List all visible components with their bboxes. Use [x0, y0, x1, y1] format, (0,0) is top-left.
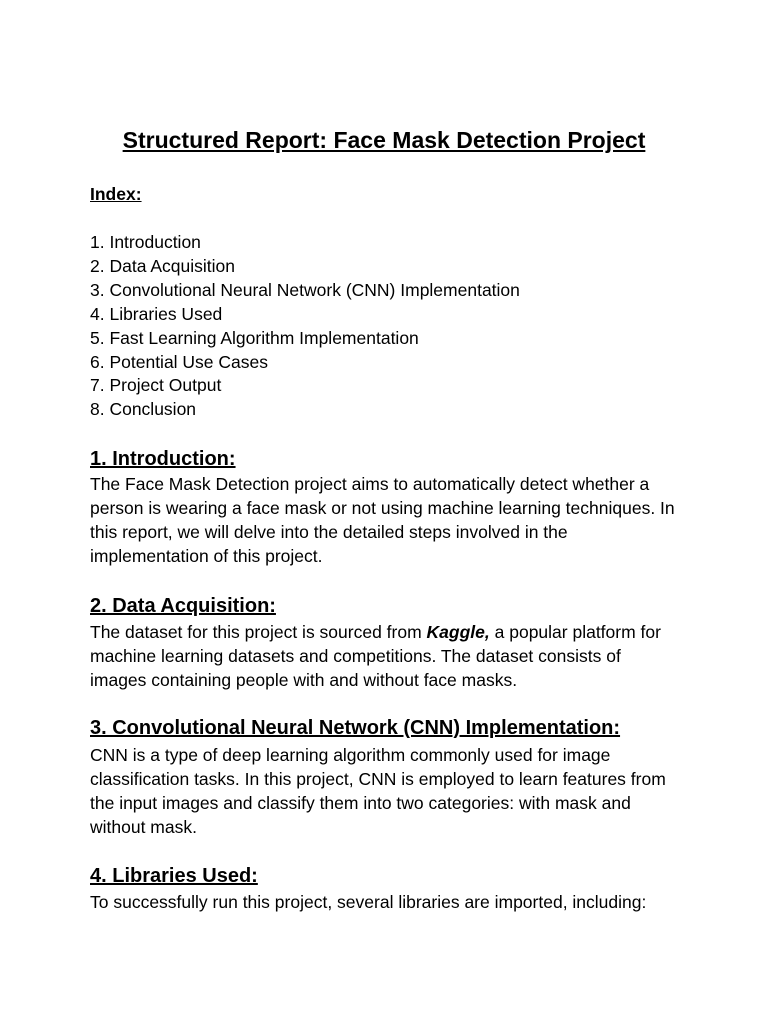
section-body-cnn — [90, 743, 690, 839]
paragraph-line: this report, we will delve into the detailed steps involved in the — [90, 522, 568, 542]
document-title: Structured Report: Face Mask Detection Project — [122, 127, 646, 153]
index-list — [90, 231, 520, 422]
index-item: 1. Introduction — [90, 232, 201, 252]
paragraph-line: classification tasks. In this project, CNN is employed to learn features from — [90, 769, 666, 789]
section-heading-libraries: 4. Libraries Used: — [90, 865, 258, 887]
section-heading-data-acquisition: 2. Data Acquisition: — [90, 595, 276, 617]
section-body-introduction — [90, 472, 690, 568]
section-heading-cnn: 3. Convolutional Neural Network (CNN) Implementation: — [90, 717, 621, 739]
paragraph-line: machine learning datasets and competitions. The dataset consists of — [90, 646, 621, 666]
index-item: 2. Data Acquisition — [90, 255, 235, 276]
section-body-libraries — [90, 890, 690, 914]
index-heading: Index: — [90, 184, 142, 204]
paragraph-line: the input images and classify them into two categories: with mask and — [90, 793, 631, 813]
index-item: 5. Fast Learning Algorithm Implementation — [90, 327, 419, 348]
paragraph-line: implementation of this project. — [90, 546, 323, 566]
paragraph-line: without mask. — [90, 817, 197, 837]
section-heading-introduction: 1. Introduction: — [90, 448, 236, 470]
index-item: 7. Project Output — [90, 375, 222, 396]
paragraph-text: a popular platform for — [489, 622, 661, 642]
paragraph-line: To successfully run this project, several libraries are imported, including: — [90, 892, 647, 912]
paragraph-line: images containing people with and without face masks. — [90, 670, 518, 690]
index-item: 4. Libraries Used — [90, 303, 223, 324]
index-item: 8. Conclusion — [90, 399, 197, 420]
paragraph-line: person is wearing a face mask or not using machine learning techniques. In — [90, 498, 675, 518]
paragraph-line: CNN is a type of deep learning algorithm commonly used for image — [90, 745, 611, 765]
kaggle-emphasis: Kaggle, — [426, 622, 490, 642]
index-item: 6. Potential Use Cases — [90, 351, 269, 372]
index-item: 3. Convolutional Neural Network (CNN) Implementation — [90, 279, 520, 300]
paragraph-line — [90, 620, 690, 644]
paragraph-text: The dataset for this project is sourced from — [90, 622, 427, 642]
section-body-data-acquisition — [90, 620, 690, 692]
paragraph-line: The Face Mask Detection project aims to automatically detect whether a — [90, 474, 650, 494]
